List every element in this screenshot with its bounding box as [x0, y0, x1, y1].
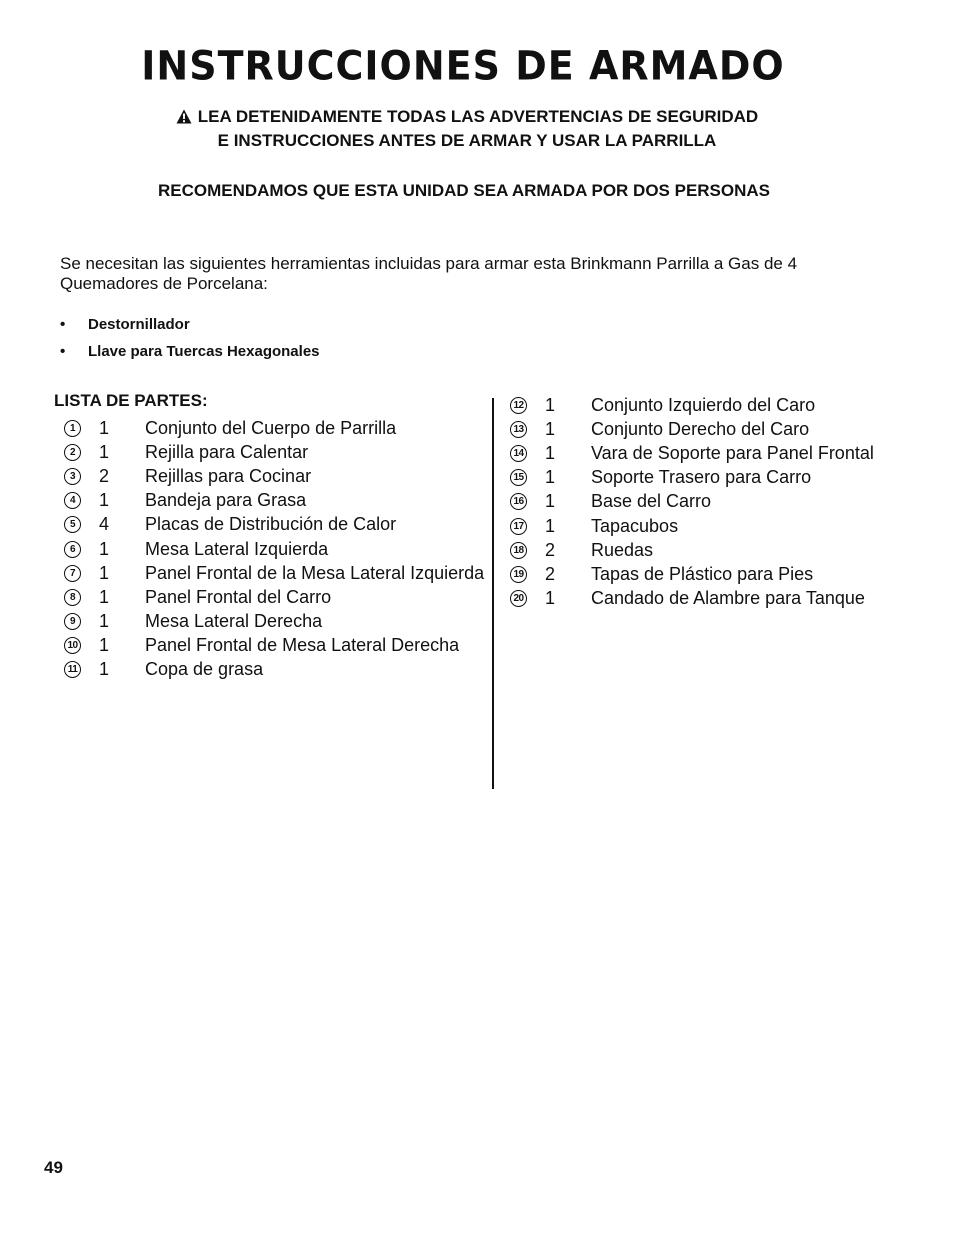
part-number-badge: 10 [64, 637, 81, 654]
part-number-badge: 13 [510, 421, 527, 438]
part-number-badge: 12 [510, 397, 527, 414]
part-name: Bandeja para Grasa [145, 490, 307, 511]
part-row [510, 538, 874, 562]
part-name: Tapacubos [591, 515, 679, 536]
warning-text-1: LEA DETENIDAMENTE TODAS LAS ADVERTENCIAS DE SEGURIDAD [197, 107, 759, 126]
bullet: • [60, 343, 66, 360]
part-quantity: 1 [99, 659, 110, 680]
part-name: Tapas de Plástico para Pies [591, 563, 814, 584]
part-number-badge: 9 [64, 613, 81, 630]
part-name: Conjunto Derecho del Caro [591, 418, 810, 439]
part-number-badge: 8 [64, 589, 81, 606]
part-row [510, 514, 874, 538]
part-name: Conjunto Izquierdo del Caro [591, 394, 816, 415]
part-row [510, 490, 874, 514]
part-quantity: 2 [545, 539, 556, 560]
part-name: Vara de Soporte para Panel Frontal [591, 442, 874, 463]
part-number-badge: 19 [510, 566, 527, 583]
part-number-badge: 16 [510, 493, 527, 510]
part-row [64, 464, 484, 488]
part-row [64, 513, 484, 537]
page-title: INSTRUCCIONES DE ARMADO [141, 42, 785, 90]
parts-list-heading: LISTA DE PARTES: [54, 391, 208, 410]
part-name: Panel Frontal de Mesa Lateral Derecha [145, 635, 460, 656]
part-quantity: 1 [545, 467, 556, 488]
part-name: Mesa Lateral Derecha [145, 611, 323, 632]
part-name: Panel Frontal del Carro [145, 586, 332, 607]
part-number-badge: 20 [510, 590, 527, 607]
part-name: Base del Carro [591, 491, 712, 512]
part-row [64, 416, 484, 440]
part-row [510, 562, 874, 586]
part-number-badge: 17 [510, 518, 527, 535]
part-number-badge: 1 [64, 420, 81, 437]
part-quantity: 1 [545, 394, 556, 415]
bullet: • [60, 316, 66, 333]
part-name: Mesa Lateral Izquierda [145, 538, 329, 559]
column-divider [492, 398, 494, 789]
part-row [510, 466, 874, 490]
part-quantity: 1 [99, 611, 110, 632]
part-row [510, 417, 874, 441]
part-quantity: 1 [545, 442, 556, 463]
part-name: Conjunto del Cuerpo de Parrilla [145, 417, 397, 438]
part-quantity: 1 [99, 490, 110, 511]
tool-item [60, 316, 320, 343]
part-name: Rejilla para Calentar [145, 441, 309, 462]
parts-list-left [64, 416, 484, 682]
part-name: Placas de Distribución de Calor [145, 514, 397, 535]
safety-warning [0, 106, 934, 152]
part-number-badge: 11 [64, 661, 81, 678]
part-name: Copa de grasa [145, 659, 264, 680]
part-quantity: 1 [545, 515, 556, 536]
part-number-badge: 15 [510, 469, 527, 486]
part-row [64, 585, 484, 609]
part-name: Rejillas para Cocinar [145, 465, 312, 486]
warning-line-1 [0, 106, 934, 130]
part-row [510, 587, 874, 611]
part-row [64, 537, 484, 561]
part-quantity: 1 [99, 441, 110, 462]
part-row [510, 441, 874, 465]
part-number-badge: 5 [64, 516, 81, 533]
part-quantity: 1 [99, 562, 110, 583]
part-number-badge: 6 [64, 541, 81, 558]
part-name: Panel Frontal de la Mesa Lateral Izquierda [145, 562, 485, 583]
part-quantity: 4 [99, 514, 110, 535]
tool-item [60, 343, 320, 370]
part-quantity: 1 [99, 635, 110, 656]
recommendation: RECOMENDAMOS QUE ESTA UNIDAD SEA ARMADA POR DOS PERSONAS [157, 181, 771, 200]
part-number-badge: 2 [64, 444, 81, 461]
part-quantity: 1 [99, 417, 110, 438]
parts-list-right [510, 393, 874, 611]
part-quantity: 1 [545, 491, 556, 512]
part-number-badge: 14 [510, 445, 527, 462]
part-quantity: 1 [99, 538, 110, 559]
part-row [510, 393, 874, 417]
part-name: Soporte Trasero para Carro [591, 467, 812, 488]
part-quantity: 1 [545, 418, 556, 439]
part-quantity: 1 [545, 588, 556, 609]
tools-list [60, 316, 320, 370]
part-row [64, 561, 484, 585]
part-row [64, 610, 484, 634]
part-quantity: 2 [99, 465, 110, 486]
part-row [64, 489, 484, 513]
part-row [64, 440, 484, 464]
tool-label: Llave para Tuercas Hexagonales [88, 343, 320, 360]
part-name: Candado de Alambre para Tanque [591, 588, 865, 609]
warning-triangle-icon [176, 108, 192, 130]
intro-paragraph: Se necesitan las siguientes herramientas incluidas para armar esta Brinkmann Parrilla a Gas de 4 Quemadores de Porcelana: [60, 254, 798, 293]
part-number-badge: 18 [510, 542, 527, 559]
part-name: Ruedas [591, 539, 654, 560]
page-number: 49 [44, 1158, 63, 1177]
part-number-badge: 7 [64, 565, 81, 582]
tool-label: Destornillador [88, 316, 190, 333]
part-row [64, 634, 484, 658]
part-row [64, 658, 484, 682]
warning-line-2: E INSTRUCCIONES ANTES DE ARMAR Y USAR LA PARRILLA [217, 131, 717, 150]
part-quantity: 1 [99, 586, 110, 607]
part-number-badge: 3 [64, 468, 81, 485]
part-number-badge: 4 [64, 492, 81, 509]
part-quantity: 2 [545, 563, 556, 584]
